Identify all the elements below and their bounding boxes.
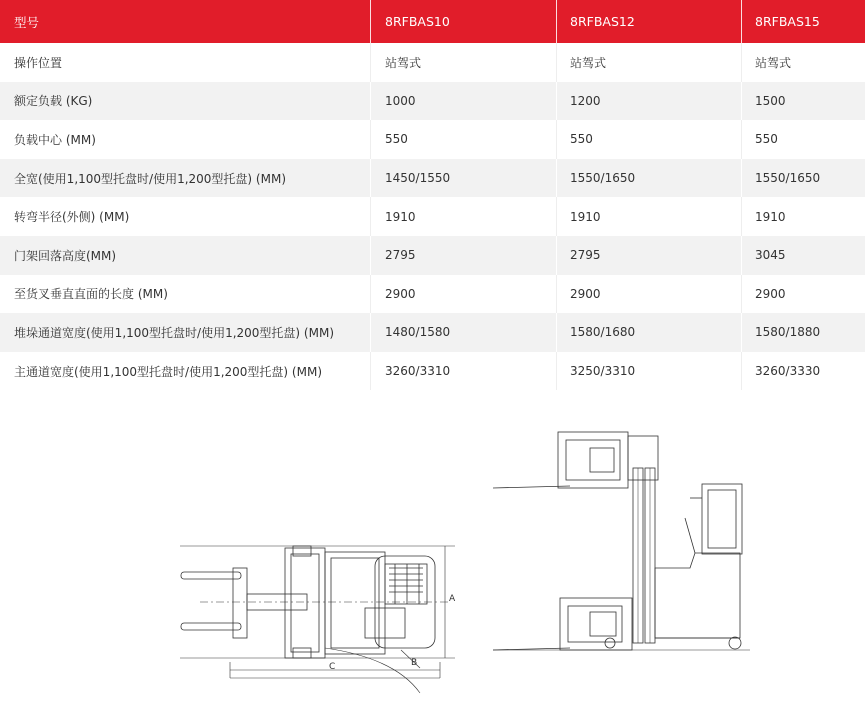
row-value: 3045: [741, 236, 865, 275]
table-header-row: [0, 0, 865, 43]
row-value: 2795: [370, 236, 556, 275]
dimension-label-c: C: [329, 662, 336, 672]
row-label: 门架回落高度(MM): [14, 248, 117, 263]
row-value: 1450/1550: [370, 159, 556, 198]
row-value: 3250/3310: [556, 352, 741, 391]
row-value: 550: [741, 120, 865, 159]
row-value: 2795: [556, 236, 741, 275]
table-row: [0, 313, 865, 352]
forklift-top-view-drawing: [175, 538, 465, 698]
header-model-8rfbas10: 8RFBAS10: [370, 0, 556, 43]
row-label: 主通道宽度(使用1,100型托盘时/使用1,200型托盘) (MM): [14, 364, 322, 379]
row-value: 1000: [370, 82, 556, 121]
row-value: 3260/3330: [741, 352, 865, 391]
row-value: 站驾式: [556, 43, 741, 82]
row-value: 2900: [556, 275, 741, 314]
row-label: 堆垛通道宽度(使用1,100型托盘时/使用1,200型托盘) (MM): [14, 325, 334, 340]
forklift-side-view-drawing: [490, 428, 750, 658]
dimension-label-b: B: [411, 658, 418, 668]
table-row: [0, 82, 865, 121]
row-value: 站驾式: [370, 43, 556, 82]
row-label: 全宽(使用1,100型托盘时/使用1,200型托盘) (MM): [14, 171, 286, 186]
row-value: 3260/3310: [370, 352, 556, 391]
table-row: [0, 352, 865, 391]
row-value: 2900: [741, 275, 865, 314]
row-value: 1200: [556, 82, 741, 121]
dimension-label-a: A: [449, 594, 456, 604]
table-row: [0, 236, 865, 275]
row-label: 额定负载 (KG): [14, 94, 93, 109]
table-row: [0, 120, 865, 159]
row-value: 1580/1680: [556, 313, 741, 352]
row-label: 至货叉垂直直面的长度 (MM): [14, 287, 168, 302]
row-value: 1550/1650: [741, 159, 865, 198]
row-value: 1550/1650: [556, 159, 741, 198]
row-value: 550: [370, 120, 556, 159]
row-label: 转弯半径(外侧) (MM): [14, 210, 130, 225]
row-value: 1910: [556, 197, 741, 236]
table-row: [0, 159, 865, 198]
header-model-label: 型号: [14, 14, 40, 30]
row-value: 2900: [370, 275, 556, 314]
row-value: 1910: [741, 197, 865, 236]
row-value: 550: [556, 120, 741, 159]
row-value: 1480/1580: [370, 313, 556, 352]
header-model-8rfbas15: 8RFBAS15: [741, 0, 865, 43]
row-label: 负载中心 (MM): [14, 132, 96, 147]
header-model-8rfbas12: 8RFBAS12: [556, 0, 741, 43]
row-value: 1910: [370, 197, 556, 236]
table-row: [0, 43, 865, 82]
table-row: [0, 275, 865, 314]
table-row: [0, 197, 865, 236]
row-label: 操作位置: [14, 55, 63, 70]
row-value: 1500: [741, 82, 865, 121]
row-value: 站驾式: [741, 43, 865, 82]
row-value: 1580/1880: [741, 313, 865, 352]
